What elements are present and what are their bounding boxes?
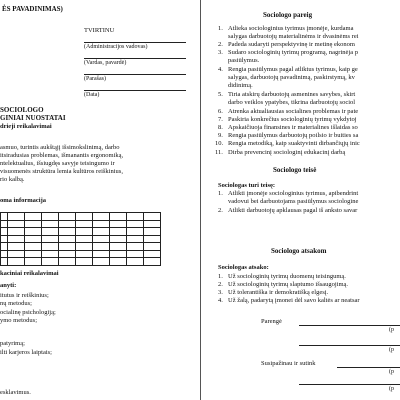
approval-title: TVIRTINU	[84, 27, 115, 34]
resp-number-1: 1.	[218, 273, 223, 280]
acknowledged-line-2	[299, 384, 400, 385]
prepared-by-label: Parengė	[261, 318, 282, 325]
general-text-line-4: visuomenės struktūra lemia kultūros reiškinius,	[0, 168, 123, 175]
acknowledged-sub-2: (p	[389, 386, 394, 392]
qualification-item-6: patyrimą;	[0, 340, 25, 347]
qualification-item-4: ymo metodus;	[0, 317, 38, 324]
right-1-line-2: vadovui bei darbuotojams pasiūlymus sociologine	[228, 198, 359, 205]
general-text-line-3: ntelektualius, išsiugdęs savyje teisingumo ir	[0, 160, 115, 167]
general-text-line-1: asmuo, turintis aukštąjį išsimokslinimą, darbo	[0, 144, 120, 151]
resp-2-line-1: Už sociologinių tyrimų slaptumo išsaugojimą.	[228, 281, 349, 288]
resp-3-line-1: Už tolerantiška ir demokratišką elgesį.	[228, 289, 329, 296]
approval-field-2: (Vardas, pavardė)	[84, 60, 127, 66]
responsibility-heading: Sociologas atsako:	[218, 264, 269, 271]
doc-title-line-2: GINIAI NUOSTATAI	[0, 114, 66, 122]
duty-8-line-1: Apskaičiuoja finansines ir materialines išlaidas so	[228, 124, 358, 131]
duty-6-line-1: Atrenka aktualiausias socialines problemas ir pate	[228, 108, 359, 115]
resp-1-line-1: Už sociologinių tyrimų duomenų teisingumą.	[228, 273, 346, 280]
duty-1-line-2: salygas darbuotojų materialinėms ir dvasinėms rei	[228, 33, 359, 40]
acknowledged-sub: (p	[389, 369, 394, 375]
approval-field-3: (Parašas)	[84, 76, 106, 82]
duty-number-7: 7.	[218, 116, 223, 123]
duties-title: Sociologo pareig	[263, 11, 313, 19]
right-1-line-1: Atlikti įmonėje sociologinius tyrimus, apibendrint	[228, 190, 359, 197]
right-number-1: 1.	[218, 190, 223, 197]
duty-number-8: 8.	[218, 124, 223, 131]
duty-number-11: 11.	[215, 149, 223, 156]
approval-field-1: (Administracijos vadovas)	[84, 44, 148, 50]
right-number-2: 2.	[218, 207, 223, 214]
duty-5-line-2: darbo veiklos ypatybes, tikrina darbuotojų sociol	[228, 99, 356, 106]
qualification-item-1: itutus ir reiškinius;	[0, 292, 49, 299]
duty-4-line-2: salygas, darbuotojų pavadinimą, paskirstymą, kv	[228, 74, 355, 81]
qualification-item-7: ilti karjeros laiptais;	[0, 349, 52, 356]
duty-number-10: 10.	[215, 140, 224, 147]
prepared-by-sub: (p	[389, 327, 394, 333]
approval-field-4: (Data)	[84, 92, 100, 98]
duty-3-line-1: Sudaro sociologinių tyrimų programą, nagrinėja p	[228, 49, 358, 56]
duty-11-line-1: Dirba prevencinį sociologinį edukacinį darbą	[228, 149, 346, 156]
right-page	[201, 0, 400, 400]
rights-heading: Sociologas turi teisę:	[218, 182, 276, 189]
right-2-line-1: Atlikti darbuotojų apklausas pagal iš anksto savar	[228, 207, 358, 214]
general-section-heading: drieji reikalavimai	[0, 123, 52, 130]
qualification-item-2: nų metodus;	[0, 300, 32, 307]
info-section-heading: oma informacija	[0, 197, 47, 204]
qualification-item-10: esklavimus.	[0, 389, 31, 396]
duty-number-6: 6.	[218, 108, 223, 115]
responsibility-title: Sociologo atsakom	[271, 247, 327, 255]
resp-number-3: 3.	[218, 289, 223, 296]
duty-5-line-1: Tiria atskirų darbuotojų asmenines savybes, skirt	[228, 91, 356, 98]
duty-number-5: 5.	[218, 91, 223, 98]
general-text-line-2: itsiradusias problemas, išmanantis ergonomiką,	[0, 152, 124, 159]
rights-title: Sociologo teisė	[273, 166, 317, 174]
general-text-line-5: rio kalbą.	[0, 176, 25, 183]
duty-7-line-1: Paskiria konkrečius sociologinių tyrimų vykdytoj	[228, 116, 357, 123]
duty-number-2: 2.	[218, 41, 223, 48]
duty-3-line-2: pasiūlymus.	[228, 57, 260, 64]
qualification-subheading: anyti:	[0, 282, 17, 289]
duty-4-line-3: didinimą.	[228, 82, 253, 89]
company-name-header: ĖS PAVADINIMAS)	[2, 5, 63, 13]
duty-number-4: 4.	[218, 66, 223, 73]
qualification-section-heading: kaciniai reikalavimai	[0, 270, 59, 277]
duty-1-line-1: Atlieka sociologinius tyrimus įmonėje, kurdama	[228, 25, 354, 32]
resp-4-line-1: Už žalą, padarytą įmonei dėl savo kaltės ar neatsar	[228, 297, 360, 304]
info-table	[0, 212, 161, 266]
duty-10-line-1: Rengia metodiką, kaip suaktyvinti dirbančiųjų inic	[228, 140, 360, 147]
duty-4-line-1: Rengia pasiūlymus pagal atliktus tyrimus, kaip ge	[228, 66, 358, 73]
qualification-item-3: ocialinę psichologiją;	[0, 309, 56, 316]
resp-number-2: 2.	[218, 281, 223, 288]
duty-2-line-1: Padeda sudaryti perspektyvinę ir metinę ekonom	[228, 41, 355, 48]
prepared-by-line-2	[299, 345, 400, 346]
duty-number-3: 3.	[218, 49, 223, 56]
resp-number-4: 4.	[218, 297, 223, 304]
duty-9-line-1: Rengia pasiūlymus darbuotojų poilsio ir buities sa	[228, 132, 359, 139]
duty-number-1: 1.	[218, 25, 223, 32]
doc-title-line-1: SOCIOLOGO	[0, 106, 44, 114]
prepared-by-sub-2: (p	[389, 347, 394, 353]
duty-number-9: 9.	[218, 132, 223, 139]
prepared-by-line	[299, 325, 400, 326]
acknowledged-label: Susipažinau ir sutink	[261, 360, 316, 367]
